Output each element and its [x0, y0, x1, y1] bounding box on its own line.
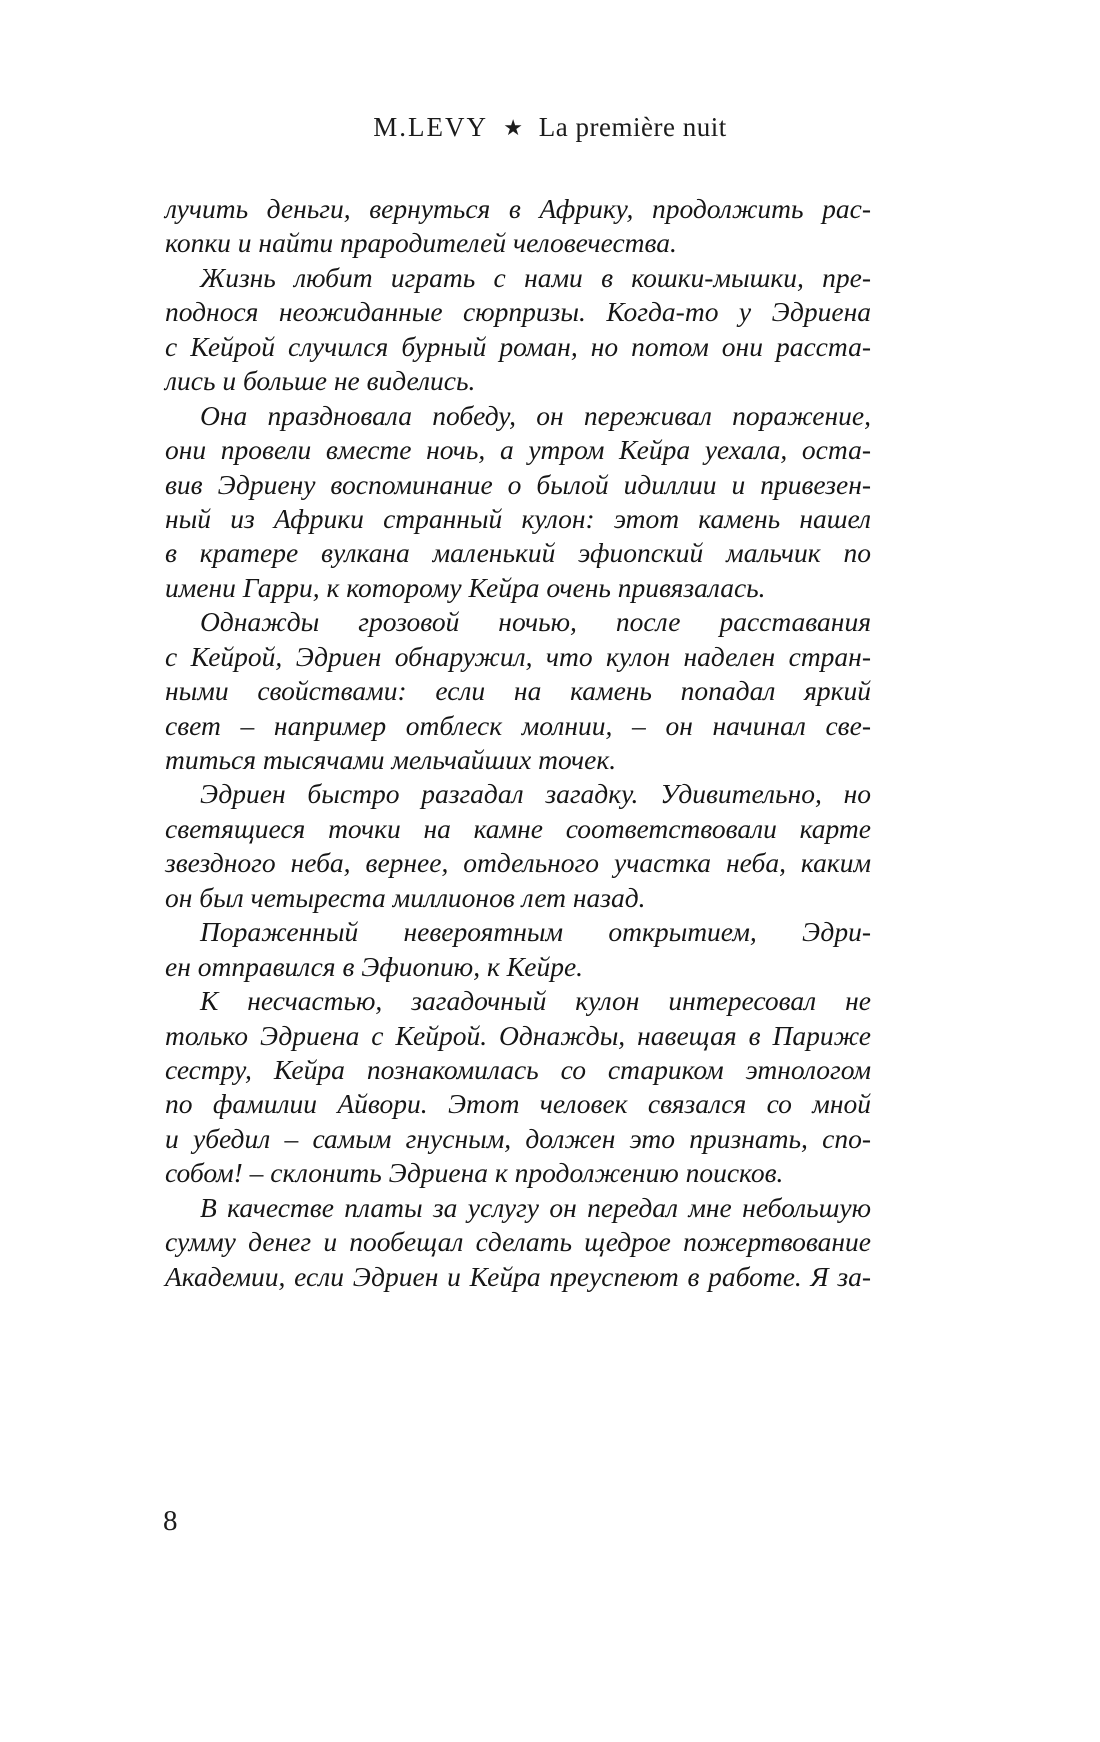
text-line: только Эдриена с Кейрой. Однажды, навещая в Париже: [165, 1019, 871, 1051]
text-line: с Кейрой случился бурный роман, но потом они расста-: [165, 330, 871, 362]
text-line: сестру, Кейра познакомилась со стариком этнологом: [165, 1053, 871, 1085]
text-line: имени Гарри, к которому Кейра очень привязалась.: [165, 571, 766, 603]
paragraph-first-line: Жизнь любит играть с нами в кошки-мышки, пре-: [200, 261, 871, 293]
text-line: с Кейрой, Эдриен обнаружил, что кулон наделен стран-: [165, 640, 871, 672]
text-line: титься тысячами мельчайших точек.: [165, 744, 617, 775]
running-header: [0, 112, 1100, 143]
text-line: поднося неожиданные сюрпризы. Когда-то у Эдриена: [165, 296, 871, 328]
paragraph-first-line: Однажды грозовой ночью, после расставания: [200, 606, 871, 638]
body-text: [165, 192, 871, 1294]
header-book-title: La première nuit: [538, 112, 727, 142]
paragraph-first-line: Пораженный невероятным открытием, Эдри-: [200, 916, 871, 948]
star-icon: ★: [503, 115, 524, 140]
text-line: звездного неба, вернее, отдельного участка неба, каким: [165, 847, 871, 879]
paragraph-first-line: Она праздновала победу, он переживал поражение,: [200, 399, 871, 431]
header-author: M.LEVY: [373, 112, 489, 142]
text-line: ен отправился в Эфиопию, к Кейре.: [165, 950, 584, 982]
paragraph-first-line: В качестве платы за услугу он передал мне небольшую: [200, 1191, 871, 1223]
text-line: ный из Африки странный кулон: этот камень нашел: [165, 502, 871, 534]
text-line: и убедил – самым гнусным, должен это признать, спо-: [165, 1122, 871, 1154]
text-line: копки и найти прародителей человечества.: [165, 227, 677, 259]
text-line: ными свойствами: если на камень попадал яркий: [165, 675, 871, 707]
text-line: по фамилии Айвори. Этот человек связался со мной: [165, 1088, 871, 1120]
text-line: в кратере вулкана маленький эфиопский мальчик по: [165, 537, 871, 569]
text-line: лись и больше не виделись.: [165, 365, 476, 397]
text-line: светящиеся точки на камне соответствовали карте: [165, 812, 871, 844]
paragraph-first-line: К несчастью, загадочный кулон интересовал не: [200, 985, 871, 1017]
text-line: свет – например отблеск молнии, – он начинал све-: [165, 709, 871, 741]
paragraph-first-line: Эдриен быстро разгадал загадку. Удивительно, но: [200, 778, 871, 810]
text-line: они провели вместе ночь, а утром Кейра уехала, оста-: [165, 434, 871, 466]
text-line: лучить деньги, вернуться в Африку, продолжить рас-: [165, 193, 871, 224]
text-line: вив Эдриену воспоминание о былой идиллии и привезен-: [165, 468, 871, 500]
text-line: он был четыреста миллионов лет назад.: [165, 881, 646, 913]
text-line: сумму денег и пообещал сделать щедрое пожертвование: [165, 1226, 871, 1258]
text-line: собом! – склонить Эдриена к продолжению поисков.: [165, 1157, 784, 1189]
text-line: Академии, если Эдриен и Кейра преуспеют в работе. Я за-: [165, 1260, 871, 1292]
page-number: 8: [163, 1505, 178, 1537]
